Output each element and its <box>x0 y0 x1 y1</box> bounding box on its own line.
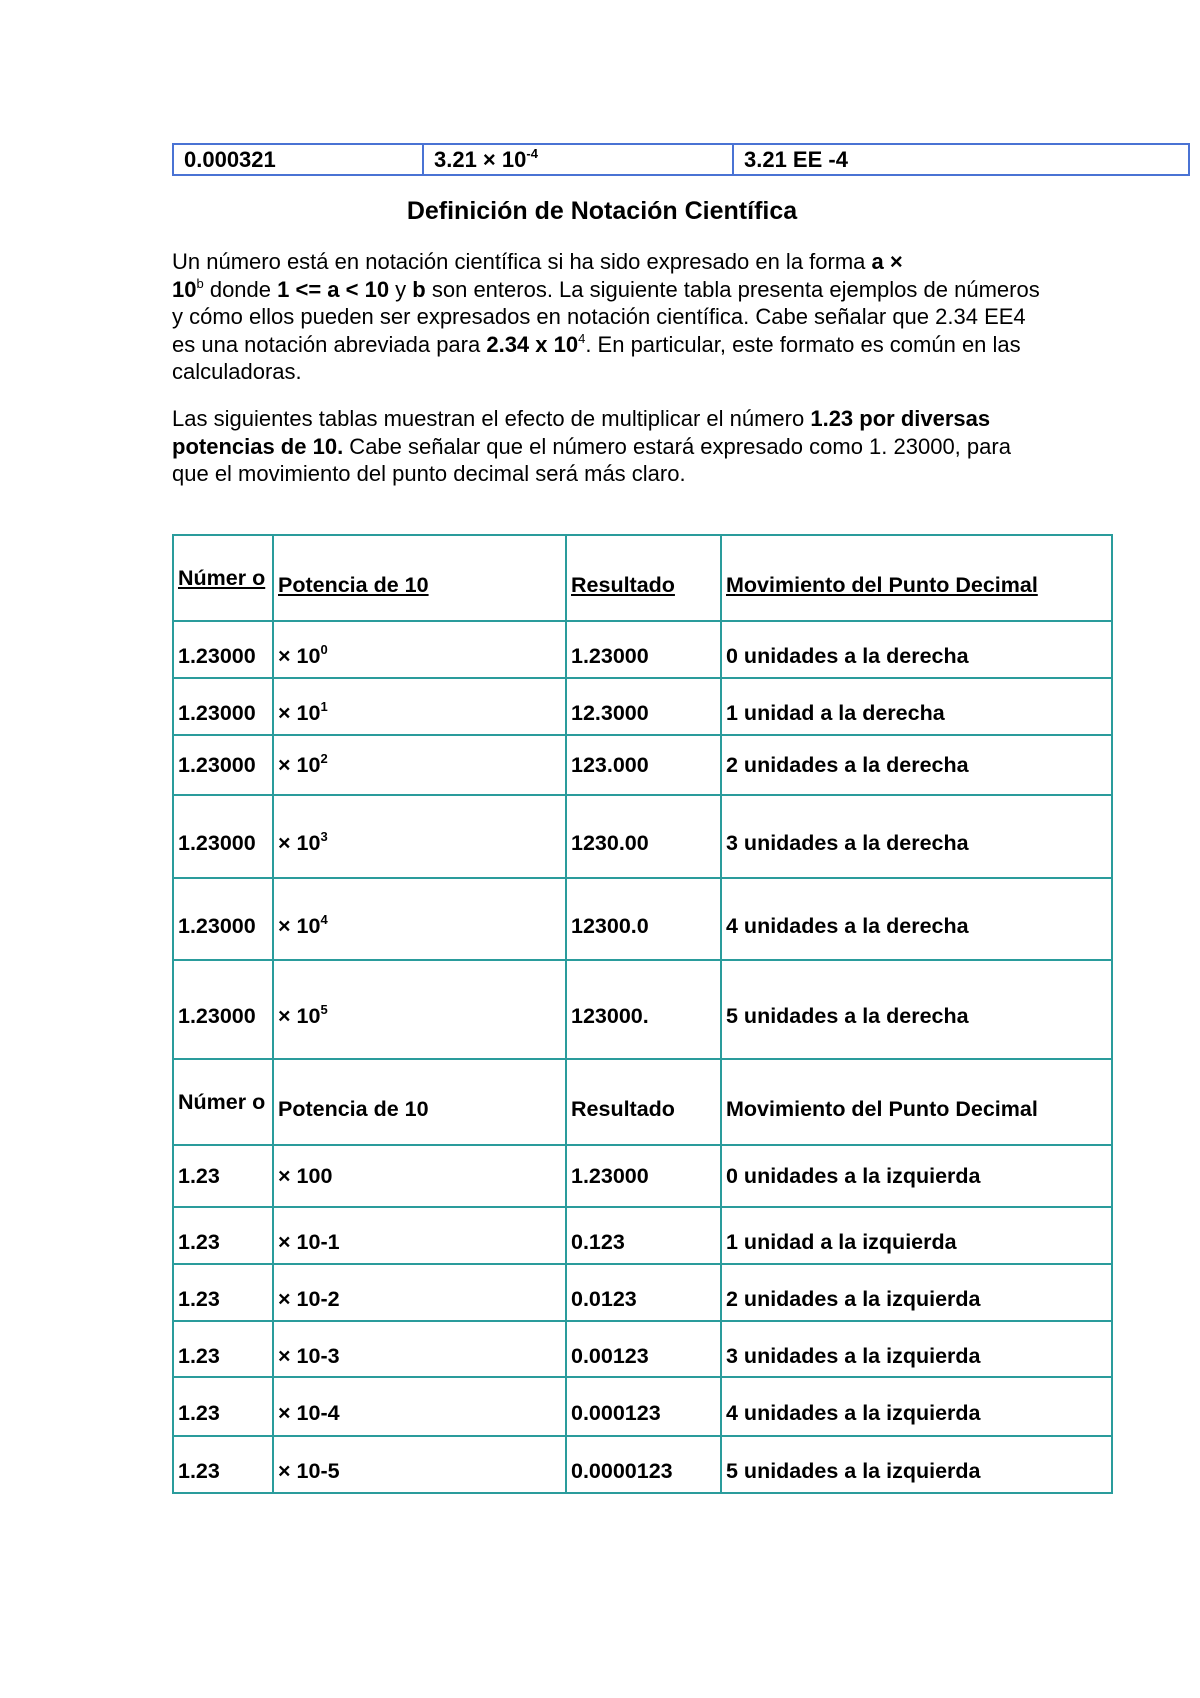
table-row: 1.23000 × $10^3$ 1230.00 3 unidades a la derecha <box>173 795 1112 878</box>
example-row <box>173 144 1189 175</box>
table-row: 1.23 × 10-1 0.123 1 unidad a la izquierda <box>173 1207 1112 1264</box>
header-resultado: Resultado <box>566 535 721 621</box>
table-row: 1.23 × 100 1.23000 0 unidades a la izquierda <box>173 1145 1112 1207</box>
example-ee: 3.21 EE -4 <box>733 144 1189 175</box>
definition-paragraph: Un número está en notación científica si ha sido expresado en la forma a × $10^b$ donde 1 <= a < 10 y b son enteros. La siguiente tabla presenta ejemplos de números y cómo ellos pueden ser expresados en notación científica. Cabe señalar que 2.34 EE4 es una notación abreviada para 2.34 x $10^4$. En particular, este formato es común en las calculadoras. <box>172 249 1040 385</box>
table-row: 1.23000 × $10^5$ 123000. 5 unidades a la derecha <box>173 960 1112 1059</box>
table-header-row <box>173 1059 1112 1145</box>
table-row: 1.23000 × $10^1$ 12.3000 1 unidad a la derecha <box>173 678 1112 735</box>
header-movimiento-2: Movimiento del Punto Decimal <box>721 1059 1112 1145</box>
example-exponent: -4 <box>526 145 538 161</box>
example-decimal: 0.000321 <box>173 144 423 175</box>
header-potencia-2: Potencia de 10 <box>273 1059 566 1145</box>
header-resultado-2: Resultado <box>566 1059 721 1145</box>
table-row: 1.23 × 10-5 0.0000123 5 unidades a la izquierda <box>173 1436 1112 1493</box>
powers-table <box>172 534 1113 1494</box>
header-numero: Númer o <box>173 535 273 621</box>
example-scientific: $3.21 \times 10^{-4}$ <box>423 144 733 175</box>
tables-intro-paragraph: Las siguientes tablas muestran el efecto de multiplicar el número 1.23 por diversas potencias de 10. Cabe señalar que el número estará expresado como 1. 23000, para que el movimiento del punto decimal será más claro. <box>172 406 1011 487</box>
example-row-table <box>172 143 1190 176</box>
header-potencia: Potencia de 10 <box>273 535 566 621</box>
table-header-row <box>173 535 1112 621</box>
header-movimiento: Movimiento del Punto Decimal <box>721 535 1112 621</box>
header-numero-2: Númer o <box>173 1059 273 1145</box>
table-row: 1.23000 × $10^0$ 1.23000 0 unidades a la derecha <box>173 621 1112 678</box>
table-row: 1.23000 × $10^4$ 12300.0 4 unidades a la derecha <box>173 878 1112 960</box>
table-row: 1.23 × 10-4 0.000123 4 unidades a la izquierda <box>173 1377 1112 1436</box>
page-title: Definición de Notación Científica <box>406 197 798 225</box>
table-row: 1.23000 × $10^2$ 123.000 2 unidades a la derecha <box>173 735 1112 795</box>
table-row: 1.23 × 10-2 0.0123 2 unidades a la izquierda <box>173 1264 1112 1321</box>
table-row: 1.23 × 10-3 0.00123 3 unidades a la izquierda <box>173 1321 1112 1377</box>
